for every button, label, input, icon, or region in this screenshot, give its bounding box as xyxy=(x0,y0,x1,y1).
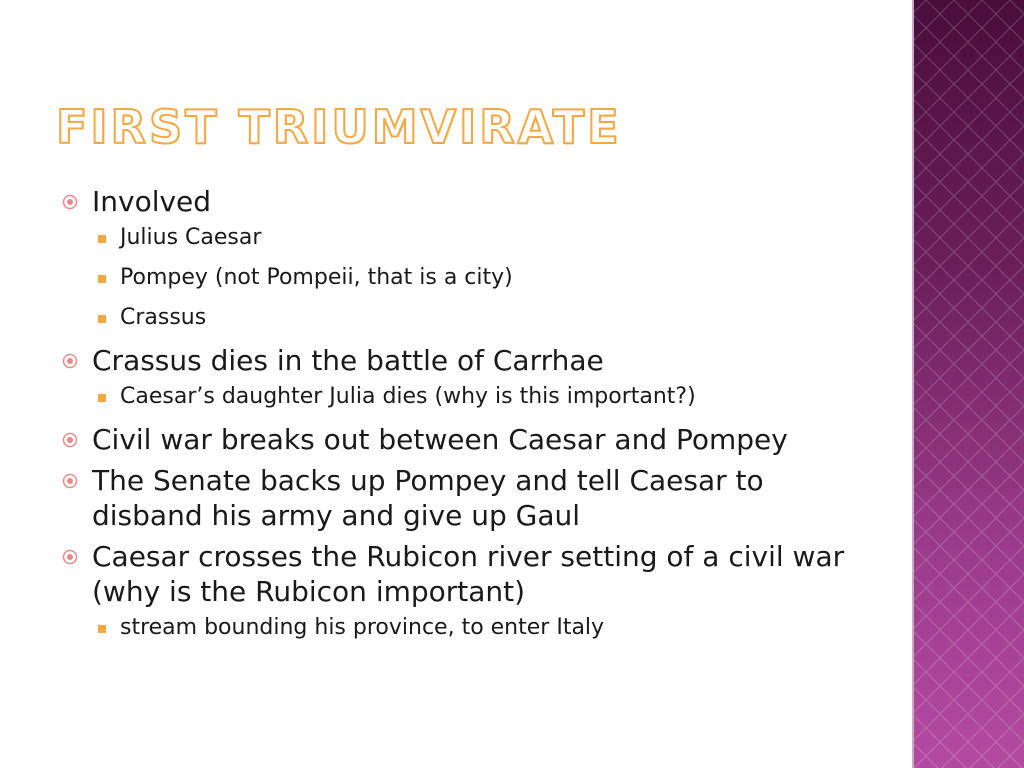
bullet-text: Crassus dies in the battle of Carrhae xyxy=(92,344,604,377)
square-bullet-icon xyxy=(98,394,106,402)
circle-dot-bullet-icon xyxy=(62,432,78,448)
bullet-text: Caesar crosses the Rubicon river setting of a civil war (why is the Rubicon important) xyxy=(92,540,845,608)
square-bullet-icon xyxy=(98,235,106,243)
diamond-pattern xyxy=(912,0,1024,768)
slide-title: FIRST TRIUMVIRATE xyxy=(56,100,622,154)
bullet-list xyxy=(60,184,860,653)
sub-bullet-item xyxy=(92,382,860,412)
circle-dot-bullet-icon xyxy=(62,473,78,489)
square-bullet-icon xyxy=(98,625,106,633)
sub-bullet-item xyxy=(92,303,860,333)
bullet-text: Involved xyxy=(92,185,212,218)
sub-bullet-text: stream bounding his province, to enter Italy xyxy=(120,615,605,640)
square-bullet-icon xyxy=(98,315,106,323)
sub-bullet-item xyxy=(92,223,860,253)
sub-bullet-list xyxy=(92,382,860,412)
side-panel-edge xyxy=(912,0,914,768)
bullet-item xyxy=(60,184,860,333)
sub-bullet-text: Julius Caesar xyxy=(120,225,262,250)
bullet-item xyxy=(60,343,860,412)
bullet-item xyxy=(60,463,860,533)
sub-bullet-text: Crassus xyxy=(120,305,207,330)
circle-dot-bullet-icon xyxy=(62,549,78,565)
circle-dot-bullet-icon xyxy=(62,194,78,210)
sub-bullet-item xyxy=(92,263,860,293)
sub-bullet-list xyxy=(92,223,860,333)
bullet-item xyxy=(60,422,860,457)
square-bullet-icon xyxy=(98,275,106,283)
bullet-item xyxy=(60,539,860,643)
sub-bullet-text: Pompey (not Pompeii, that is a city) xyxy=(120,265,513,290)
bullet-text: The Senate backs up Pompey and tell Caesar to disband his army and give up Gaul xyxy=(92,464,764,532)
circle-dot-bullet-icon xyxy=(62,353,78,369)
decorative-side-panel xyxy=(912,0,1024,768)
sub-bullet-text: Caesar’s daughter Julia dies (why is this important?) xyxy=(120,384,696,409)
sub-bullet-list xyxy=(92,613,860,643)
bullet-text: Civil war breaks out between Caesar and Pompey xyxy=(92,423,788,456)
sub-bullet-item xyxy=(92,613,860,643)
